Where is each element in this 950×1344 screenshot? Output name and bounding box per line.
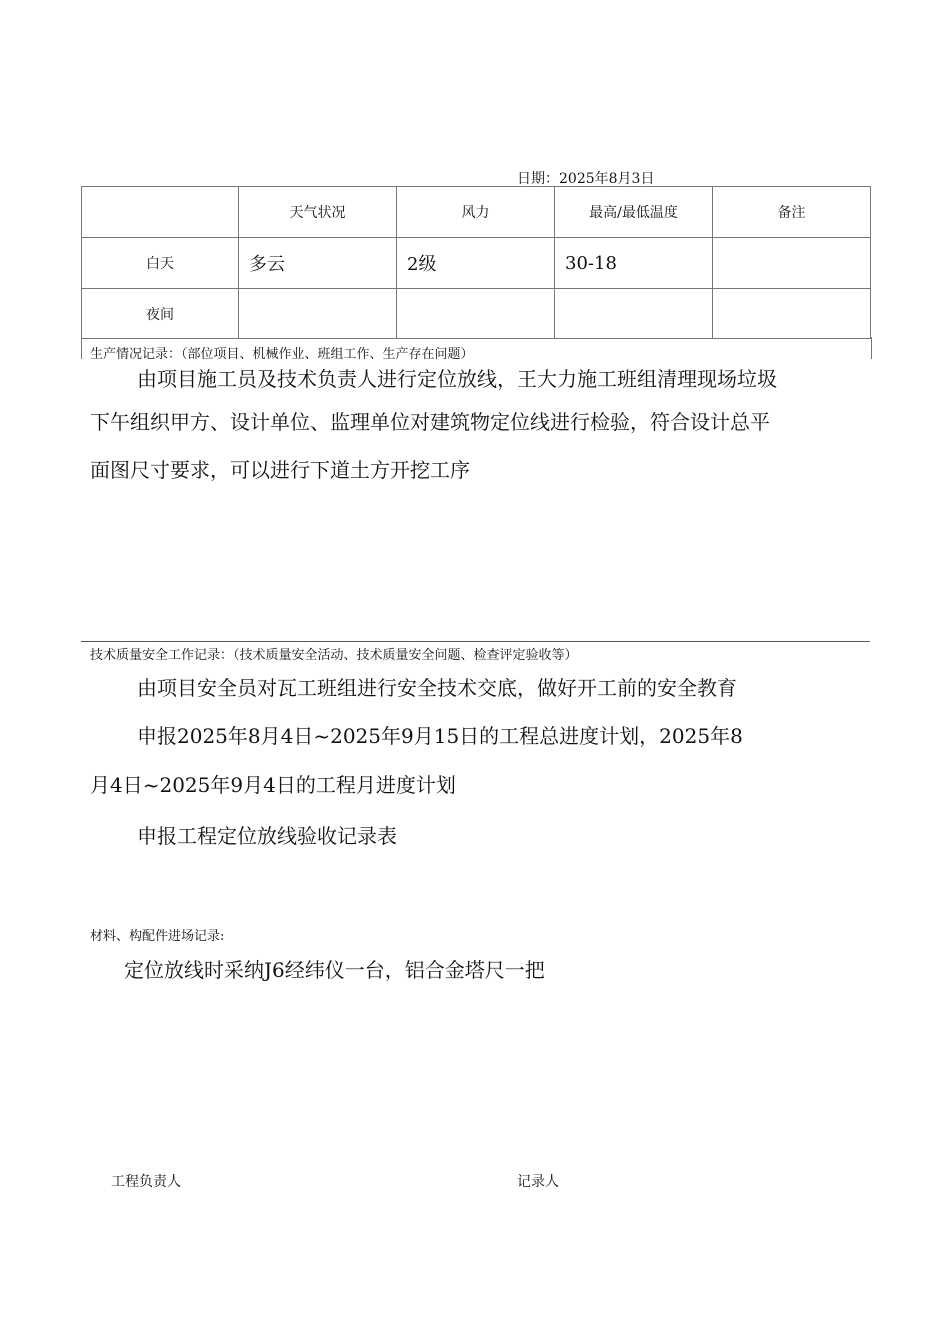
record-date: 日期：2025年8月3日 — [517, 171, 655, 187]
day-weather-value: 多云 — [239, 238, 397, 289]
tech-quality-line-2: 申报2025年8月4日~2025年9月15日的工程总进度计划，2025年8 — [137, 724, 743, 748]
day-temperature-value: 30-18 — [555, 238, 713, 289]
materials-line-1: 定位放线时采纳J6经纬仪一台，铝合金塔尺一把 — [124, 958, 545, 982]
recorder-signature-label: 记录人 — [517, 1174, 559, 1190]
weather-table — [81, 186, 871, 339]
tech-quality-line-1: 由项目安全员对瓦工班组进行安全技术交底，做好开工前的安全教育 — [137, 676, 737, 700]
table-row-day — [82, 238, 871, 289]
section-divider — [81, 641, 870, 642]
header-cell-weather: 天气状况 — [239, 187, 397, 238]
night-weather-value — [239, 289, 397, 339]
row-label-night: 夜间 — [82, 289, 239, 339]
production-section-label: 生产情况记录：（部位项目、机械作业、班组工作、生产存在问题） — [90, 347, 474, 362]
tech-quality-line-4: 申报工程定位放线验收记录表 — [137, 824, 397, 848]
production-line-1: 由项目施工员及技术负责人进行定位放线，王大力施工班组清理现场垃圾 — [137, 367, 777, 391]
tech-quality-line-3: 月4日~2025年9月4日的工程月进度计划 — [90, 773, 456, 797]
night-wind-value — [397, 289, 555, 339]
weather-table-header-row — [82, 187, 871, 238]
night-temperature-value — [555, 289, 713, 339]
row-label-day: 白天 — [82, 238, 239, 289]
day-wind-value: 2级 — [397, 238, 555, 289]
day-note-value — [713, 238, 871, 289]
project-manager-signature-label: 工程负责人 — [111, 1174, 181, 1190]
night-note-value — [713, 289, 871, 339]
production-line-2: 下午组织甲方、设计单位、监理单位对建筑物定位线进行检验，符合设计总平 — [90, 410, 770, 434]
header-cell-temperature: 最高/最低温度 — [555, 187, 713, 238]
header-cell-empty — [82, 187, 239, 238]
header-cell-wind: 风力 — [397, 187, 555, 238]
tech-quality-section-label: 技术质量安全工作记录：（技术质量安全活动、技术质量安全问题、检查评定验收等） — [90, 648, 578, 663]
header-cell-note: 备注 — [713, 187, 871, 238]
table-row-night — [82, 289, 871, 339]
production-line-3: 面图尺寸要求，可以进行下道土方开挖工序 — [90, 458, 470, 482]
materials-section-label: 材料、构配件进场记录: — [90, 929, 225, 944]
